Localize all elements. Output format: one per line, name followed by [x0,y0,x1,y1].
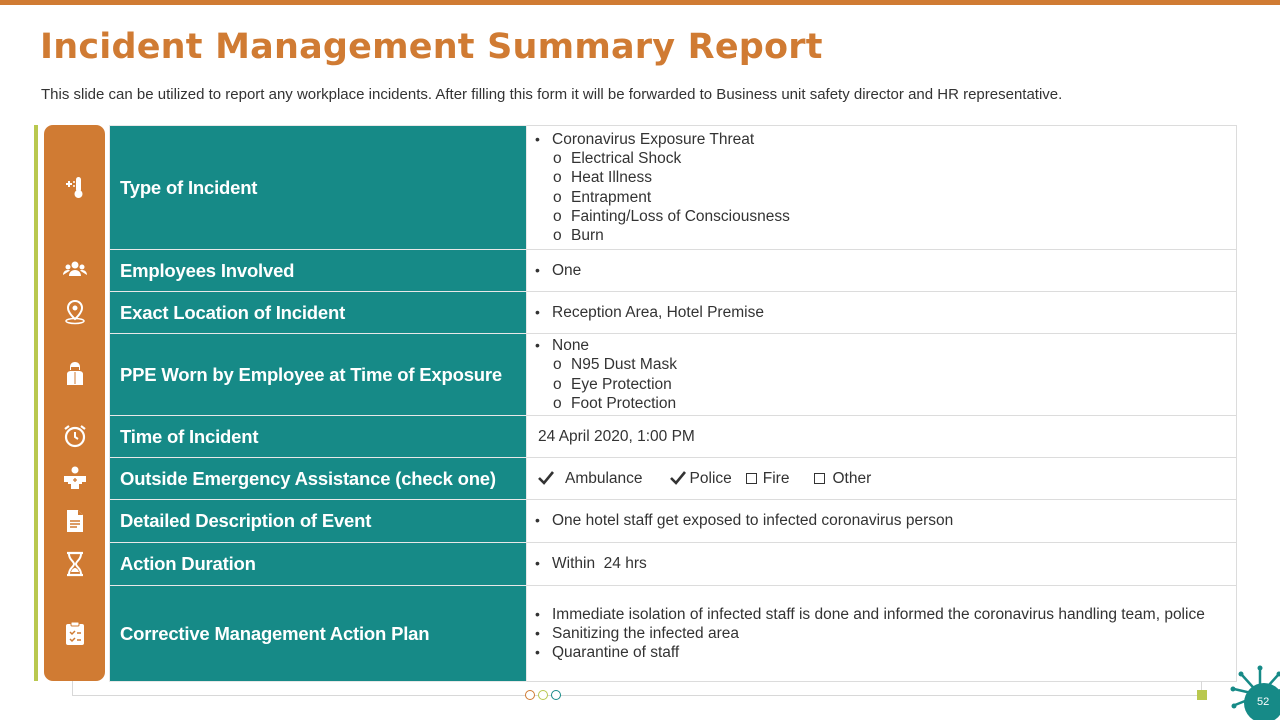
checkbox-fire[interactable] [746,469,790,488]
protective-suit-icon [44,333,105,415]
bullet-text: None [552,337,590,355]
table-row [110,250,1237,292]
checkbox-other[interactable] [814,469,871,488]
empty-box-icon [814,473,825,484]
list-item: • Within 24 hrs [535,554,1236,573]
table-row [110,416,1237,458]
row-label: Type of Incident [110,126,527,250]
checkbox-ambulance[interactable] [537,469,643,488]
virus-icon [1230,665,1280,720]
list-item [535,336,1236,413]
page-subtitle: This slide can be utilized to report any workplace incidents. After filling this form it will be forwarded to Business unit safety director and HR representative. [41,86,1063,103]
row-label: PPE Worn by Employee at Time of Exposure [110,334,527,416]
empty-box-icon [746,473,757,484]
table-row [110,500,1237,543]
row-label: Employees Involved [110,250,527,292]
checkbox-police[interactable] [669,469,732,488]
row-label: Exact Location of Incident [110,292,527,334]
sub-list-item: o Fainting/Loss of Consciousness [553,207,1236,226]
row-label: Outside Emergency Assistance (check one) [110,458,527,500]
list-item [535,130,1236,245]
location-pin-icon [44,291,105,333]
sub-list-item: o N95 Dust Mask [553,355,1236,374]
checkmark-icon [669,469,687,487]
checkbox-label: Ambulance [565,469,643,487]
table-row [110,334,1237,416]
footer-divider [72,681,73,696]
sub-list-item: o Eye Protection [553,375,1236,394]
list-item: • One [535,261,1236,280]
checkbox-label: Other [832,469,872,487]
duration-value [527,543,1237,586]
page-number: 52 [1257,696,1270,708]
document-icon [44,499,105,542]
location-value [527,292,1237,334]
decor-dot [525,690,535,700]
time-text: 24 April 2020, 1:00 PM [538,427,695,445]
table-row [110,458,1237,500]
action-plan-value [527,586,1237,682]
sub-list-item: o Entrapment [553,188,1236,207]
checkbox-label: Fire [762,469,790,487]
accent-divider [34,125,38,681]
list-item: • Sanitizing the infected area [535,624,1236,643]
row-label: Time of Incident [110,416,527,458]
row-label: Corrective Management Action Plan [110,586,527,682]
row-label: Detailed Description of Event [110,500,527,543]
table-row [110,292,1237,334]
table-row [110,126,1237,250]
sub-list-item: o Electrical Shock [553,149,1236,168]
row-label: Action Duration [110,543,527,586]
time-value [527,416,1237,458]
list-item: • Reception Area, Hotel Premise [535,303,1236,322]
table-row [110,586,1237,682]
description-value [527,500,1237,543]
decor-square [1197,690,1207,700]
decor-dot [538,690,548,700]
sub-list-item: o Heat Illness [553,168,1236,187]
sub-list-item: o Foot Protection [553,394,1236,413]
page-title: Incident Management Summary Report [40,27,823,67]
top-accent-bar [0,0,1280,5]
incident-report-table [109,125,1237,682]
people-group-icon [44,249,105,291]
thermometer-plus-icon [44,125,105,249]
list-item: • Immediate isolation of infected staff is done and informed the coronavirus handling team, police [535,605,1236,624]
list-item: • One hotel staff get exposed to infected coronavirus person [535,511,1236,530]
sub-list-item: o Burn [553,226,1236,245]
checkbox-label: Police [689,469,732,487]
table-row [110,543,1237,586]
hourglass-icon [44,542,105,585]
assistance-value [527,458,1237,500]
alarm-clock-icon [44,415,105,457]
footer-dots [525,690,561,700]
list-item: • Quarantine of staff [535,643,1236,662]
incident-type-value [527,126,1237,250]
checkmark-icon [537,469,555,487]
footer-divider [72,695,1202,696]
clipboard-icon [44,585,105,681]
medical-staff-icon [44,457,105,499]
ppe-value [527,334,1237,416]
employees-value [527,250,1237,292]
bullet-text: Coronavirus Exposure Threat [552,130,755,148]
decor-dot [551,690,561,700]
